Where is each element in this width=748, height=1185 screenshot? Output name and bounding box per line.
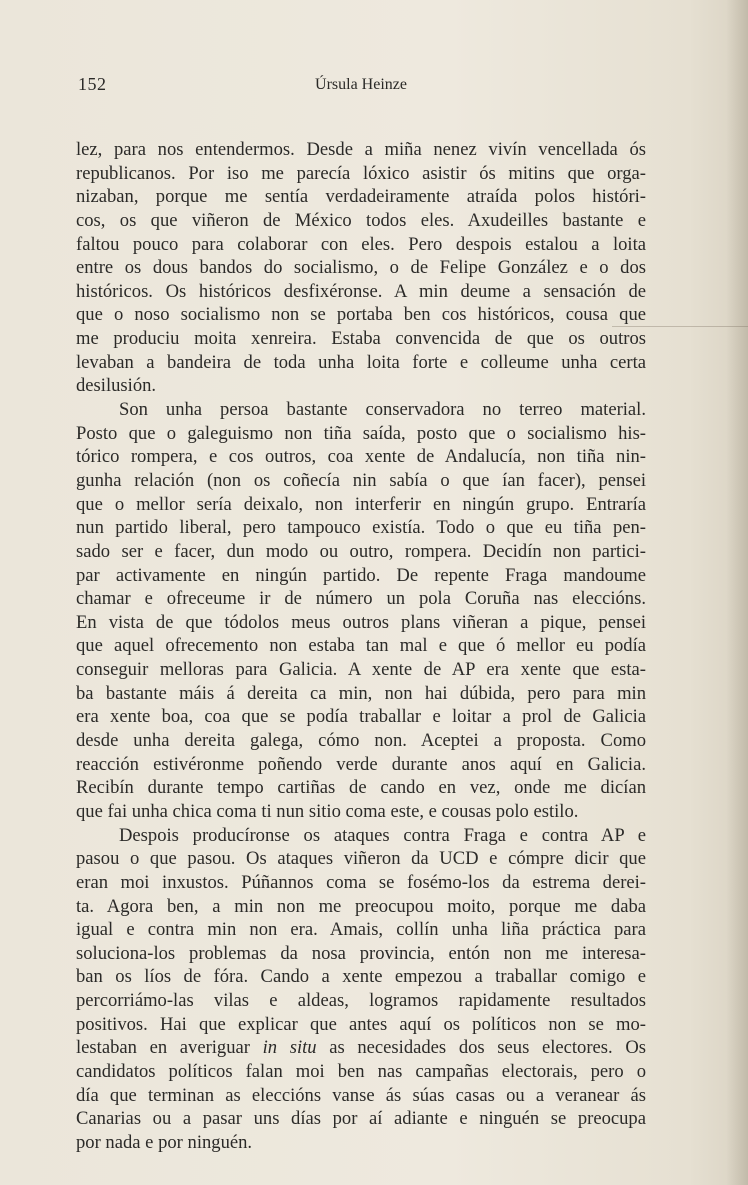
text-line: igual e contra min non era. Amais, collín unha liña práctica para xyxy=(76,919,646,941)
text-line: par activamente en ningún partido. De repente Fraga mandoume xyxy=(76,564,646,586)
text-line: levaban a bandeira de toda unha loita forte e colleume unha certa xyxy=(76,351,646,373)
text-line: Posto que o galeguismo non tiña saída, posto que o socialismo his- xyxy=(76,422,646,444)
text-line: pasou o que pasou. Os ataques viñeron da UCD e cómpre dicir que xyxy=(76,848,646,870)
text-line: positivos. Hai que explicar que antes aquí os políticos non se mo- xyxy=(76,1013,646,1035)
text-line: que o mellor sería deixalo, non interferir en ningún grupo. Entraría xyxy=(76,493,646,515)
italic-text: in situ xyxy=(262,1037,317,1059)
text-line: me produciu moita xenreira. Estaba convencida de que os outros xyxy=(76,328,646,350)
text-line: ta. Agora ben, a min non me preocupou moito, porque me daba xyxy=(76,895,646,917)
text-line: gunha relación (non os coñecía nin sabía o que ían facer), pensei xyxy=(76,469,646,491)
text-line: ba bastante máis á dereita ca min, non hai dúbida, pero para min xyxy=(76,682,646,704)
text-line: entre os dous bandos do socialismo, o de Felipe González e o dos xyxy=(76,257,646,279)
text-line: tórico rompera, e cos outros, coa xente de Andalucía, non tiña nin- xyxy=(76,446,646,468)
text-line: faltou pouco para colaborar con eles. Pero despois estalou a loita xyxy=(76,233,646,255)
text-line: desilusión. xyxy=(76,375,157,397)
text-line: chamar e ofreceume ir de número un pola Coruña nas eleccións. xyxy=(76,588,646,610)
text-line: soluciona-los problemas da nosa provincia, entón non me interesa- xyxy=(76,942,646,964)
text-line: reacción estivéronme poñendo verde durante anos aquí en Galicia. xyxy=(76,753,646,775)
text-line: por nada e por ninguén. xyxy=(76,1131,253,1153)
text-line: nizaban, porque me sentía verdadeiramente atraída polos históri- xyxy=(76,186,646,208)
text-line: candidatos políticos falan moi ben nas campañas electorais, pero o xyxy=(76,1060,646,1082)
text-line: conseguir melloras para Galicia. A xente de AP era xente que esta- xyxy=(76,659,646,681)
text-line: históricos. Os históricos desfixéronse. A min deume a sensación de xyxy=(76,280,646,302)
text-line: era xente boa, coa que se podía traballar e loitar a prol de Galicia xyxy=(76,706,646,728)
body-text xyxy=(76,138,646,1155)
text-line: sado ser e facer, dun modo ou outro, rompera. Decidín non partici- xyxy=(76,540,646,562)
text-line: percorriámo-las vilas e aldeas, logramos rapidamente resultados xyxy=(76,990,646,1012)
text-line: que o noso socialismo non se portaba ben cos históricos, cousa que xyxy=(76,304,646,326)
text-line: Despois producíronse os ataques contra Fraga e contra AP e xyxy=(119,824,646,846)
text-line: republicanos. Por iso me parecía lóxico asistir ós mitins que orga- xyxy=(76,162,646,184)
text-line: eran moi inxustos. Púñannos coma se fosémo-los da estrema derei- xyxy=(76,871,646,893)
text-line: que aquel ofrecemento non estaba tan mal e que ó mellor eu podía xyxy=(76,635,646,657)
text-line: día que terminan as eleccións vanse ás súas casas ou a veranear ás xyxy=(76,1084,646,1106)
text-line: Son unha persoa bastante conservadora no terreo material. xyxy=(119,399,646,421)
text-line: ban os líos de fóra. Cando a xente empezou a traballar comigo e xyxy=(76,966,646,988)
text-line: Recibín durante tempo cartiñas de cando en vez, onde me dicían xyxy=(76,777,646,799)
paragraph xyxy=(76,138,646,398)
text-line: lez, para nos entendermos. Desde a miña nenez vivín vencellada ós xyxy=(76,139,646,160)
text-line: nun partido liberal, pero tampouco existía. Todo o que eu tiña pen- xyxy=(76,517,646,539)
paragraph xyxy=(76,824,646,1155)
text-line: que fai unha chica coma ti nun sitio coma este, e cousas polo estilo. xyxy=(76,800,579,822)
page-header xyxy=(78,74,644,98)
paragraph xyxy=(76,398,646,824)
page-number: 152 xyxy=(78,74,107,94)
text-line: lestaban en averiguar in situ as necesidades dos seus electores. Os xyxy=(76,1037,646,1059)
text-line: En vista de que tódolos meus outros plans viñeran a pique, pensei xyxy=(76,611,646,633)
text-line: desde unha dereita galega, cómo non. Aceptei a proposta. Como xyxy=(76,730,646,752)
running-head: Úrsula Heinze xyxy=(315,76,407,93)
text-line: Canarias ou a pasar uns días por aí adiante e ninguén se preocupa xyxy=(76,1108,646,1130)
binding-shadow xyxy=(726,0,748,1185)
text-line: cos, os que viñeron de México todos eles. Axudeilles bastante e xyxy=(76,209,646,231)
